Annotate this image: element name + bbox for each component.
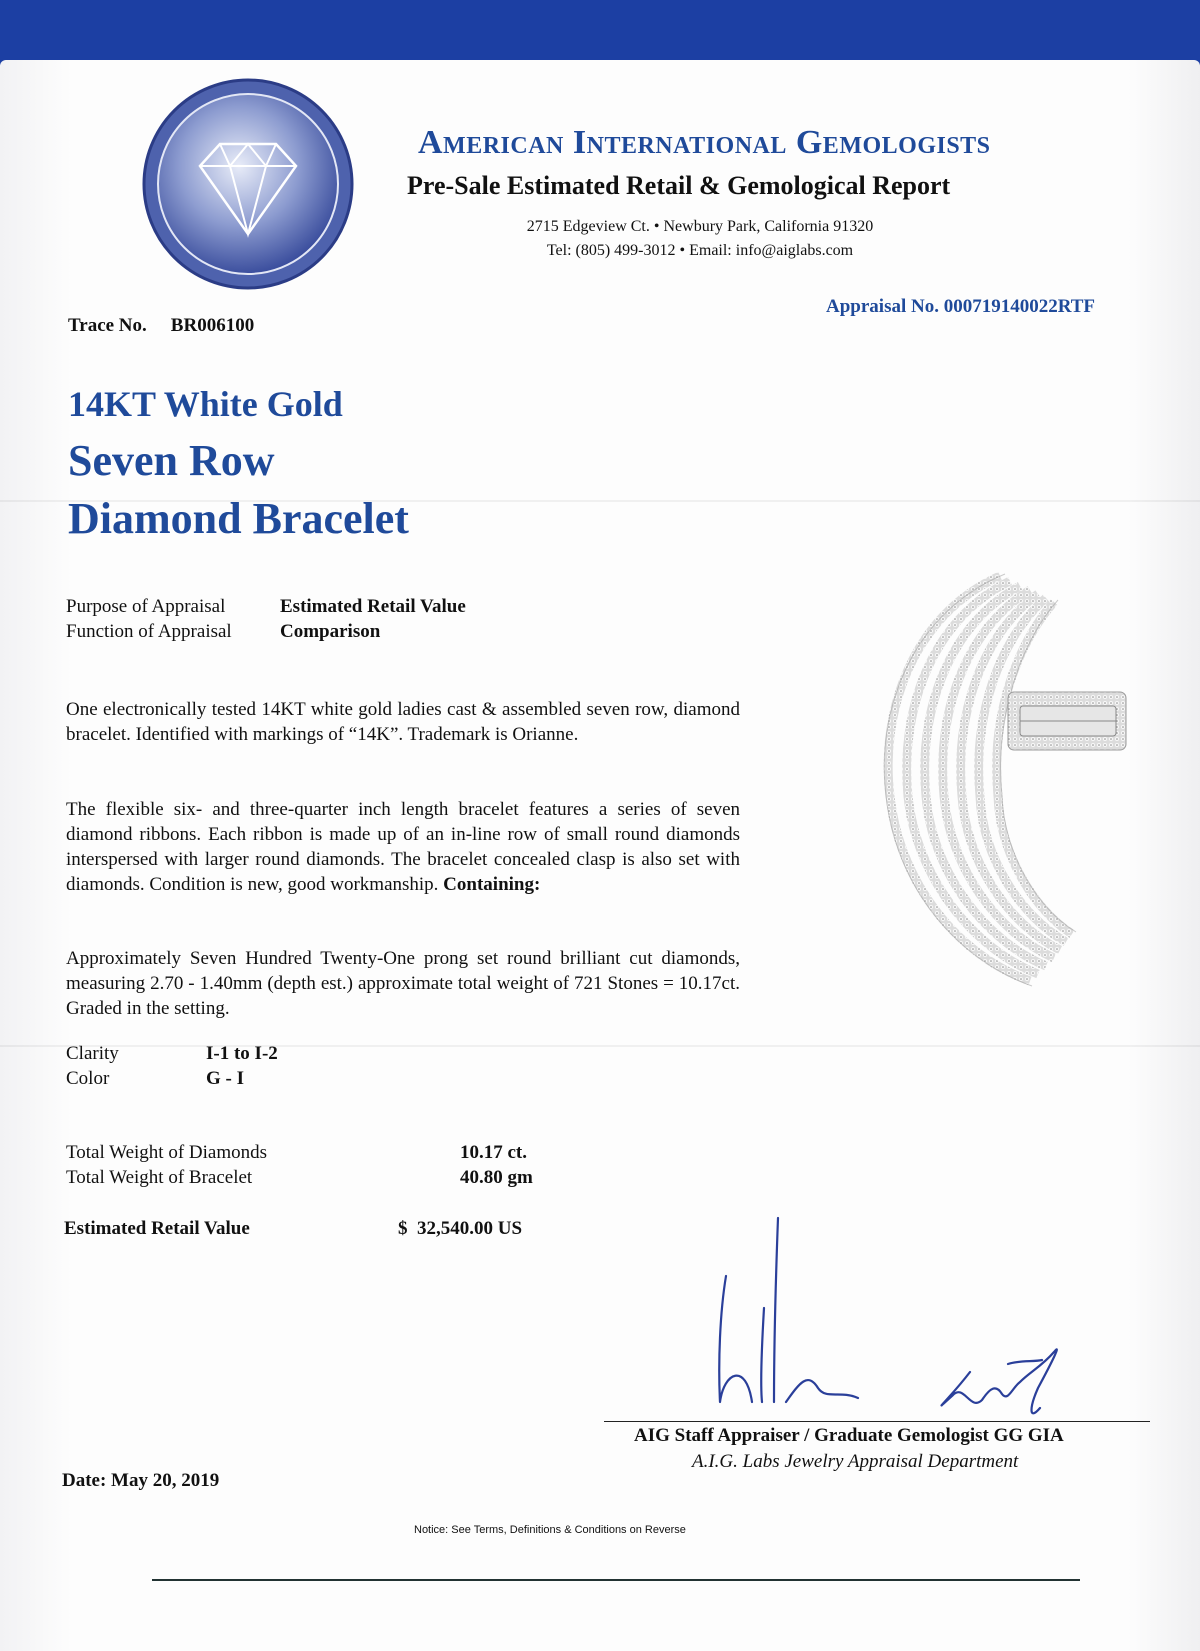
description-paragraph-3: Approximately Seven Hundred Twenty-One prong set round brilliant cut diamonds, measuring 2.70 - 1.40mm (depth est.) approximate total weight of 721 Stones = 10.17ct. Graded in the setting. (66, 948, 740, 1019)
retail-value-amount: $ 32,540.00 US (398, 1218, 523, 1239)
trace-number (68, 315, 254, 337)
containing-label: Containing: (443, 874, 541, 895)
color-value: G - I (206, 1068, 244, 1089)
description-paragraph-2-text: The flexible six- and three-quarter inch length bracelet features a series of seven diamond ribbons. Each ribbon is made up of an in-line row of small round diamonds interspersed with larger round diamonds. The bracelet concealed clasp is also set with diamonds. Condition is new, good workmanship. (66, 799, 740, 895)
item-title-line2: Seven Row (68, 436, 275, 485)
appraisal-department: A.I.G. Labs Jewelry Appraisal Department (692, 1451, 1019, 1472)
purpose-row (66, 596, 466, 618)
paper-fold-line (0, 1045, 1200, 1047)
function-value: Comparison (280, 621, 381, 642)
diamonds-weight-value: 10.17 ct. (460, 1142, 528, 1163)
organization-name: American International Gemologists (418, 124, 991, 161)
description-paragraph-1: One electronically tested 14KT white gold ladies cast & assembled seven row, diamond bracelet. Identified with markings of “14K”. Trademark is Orianne. (66, 699, 740, 745)
appraisal-number: Appraisal No. 000719140022RTF (826, 296, 1096, 317)
clarity-label: Clarity (66, 1043, 119, 1064)
trace-label: Trace No. (68, 315, 147, 336)
bracelet-weight-label: Total Weight of Bracelet (66, 1167, 253, 1188)
purpose-value: Estimated Retail Value (280, 596, 466, 617)
address: 2715 Edgeview Ct. • Newbury Park, California 91320 (526, 218, 874, 235)
description-paragraph-2 (66, 797, 740, 897)
bottom-rule (152, 1579, 1080, 1581)
purpose-label: Purpose of Appraisal (66, 596, 226, 617)
diamonds-weight-label: Total Weight of Diamonds (66, 1142, 268, 1163)
trace-value: BR006100 (170, 315, 255, 336)
bracelet-photo (880, 556, 1130, 996)
handwritten-signatures (690, 1212, 1090, 1426)
contact-line: Tel: (805) 499-3012 • Email: info@aiglabs.com (546, 242, 854, 259)
bracelet-weight-value: 40.80 gm (460, 1167, 533, 1188)
staff-appraiser-title: AIG Staff Appraiser / Graduate Gemologist GG GIA (634, 1425, 1064, 1446)
terms-notice: Notice: See Terms, Definitions & Conditions on Reverse (414, 1524, 686, 1536)
report-title: Pre-Sale Estimated Retail & Gemological Report (407, 171, 951, 200)
signature-line (604, 1421, 1150, 1422)
clarity-value: I-1 to I-2 (206, 1043, 278, 1064)
retail-value-label: Estimated Retail Value (64, 1218, 250, 1239)
function-label: Function of Appraisal (66, 621, 232, 642)
item-title-line3: Diamond Bracelet (68, 494, 409, 543)
color-label: Color (66, 1068, 110, 1089)
appraisal-date: Date: May 20, 2019 (62, 1470, 220, 1491)
function-row (66, 621, 380, 643)
diamond-seal-icon (138, 74, 358, 294)
item-title-line1: 14KT White Gold (68, 384, 343, 424)
